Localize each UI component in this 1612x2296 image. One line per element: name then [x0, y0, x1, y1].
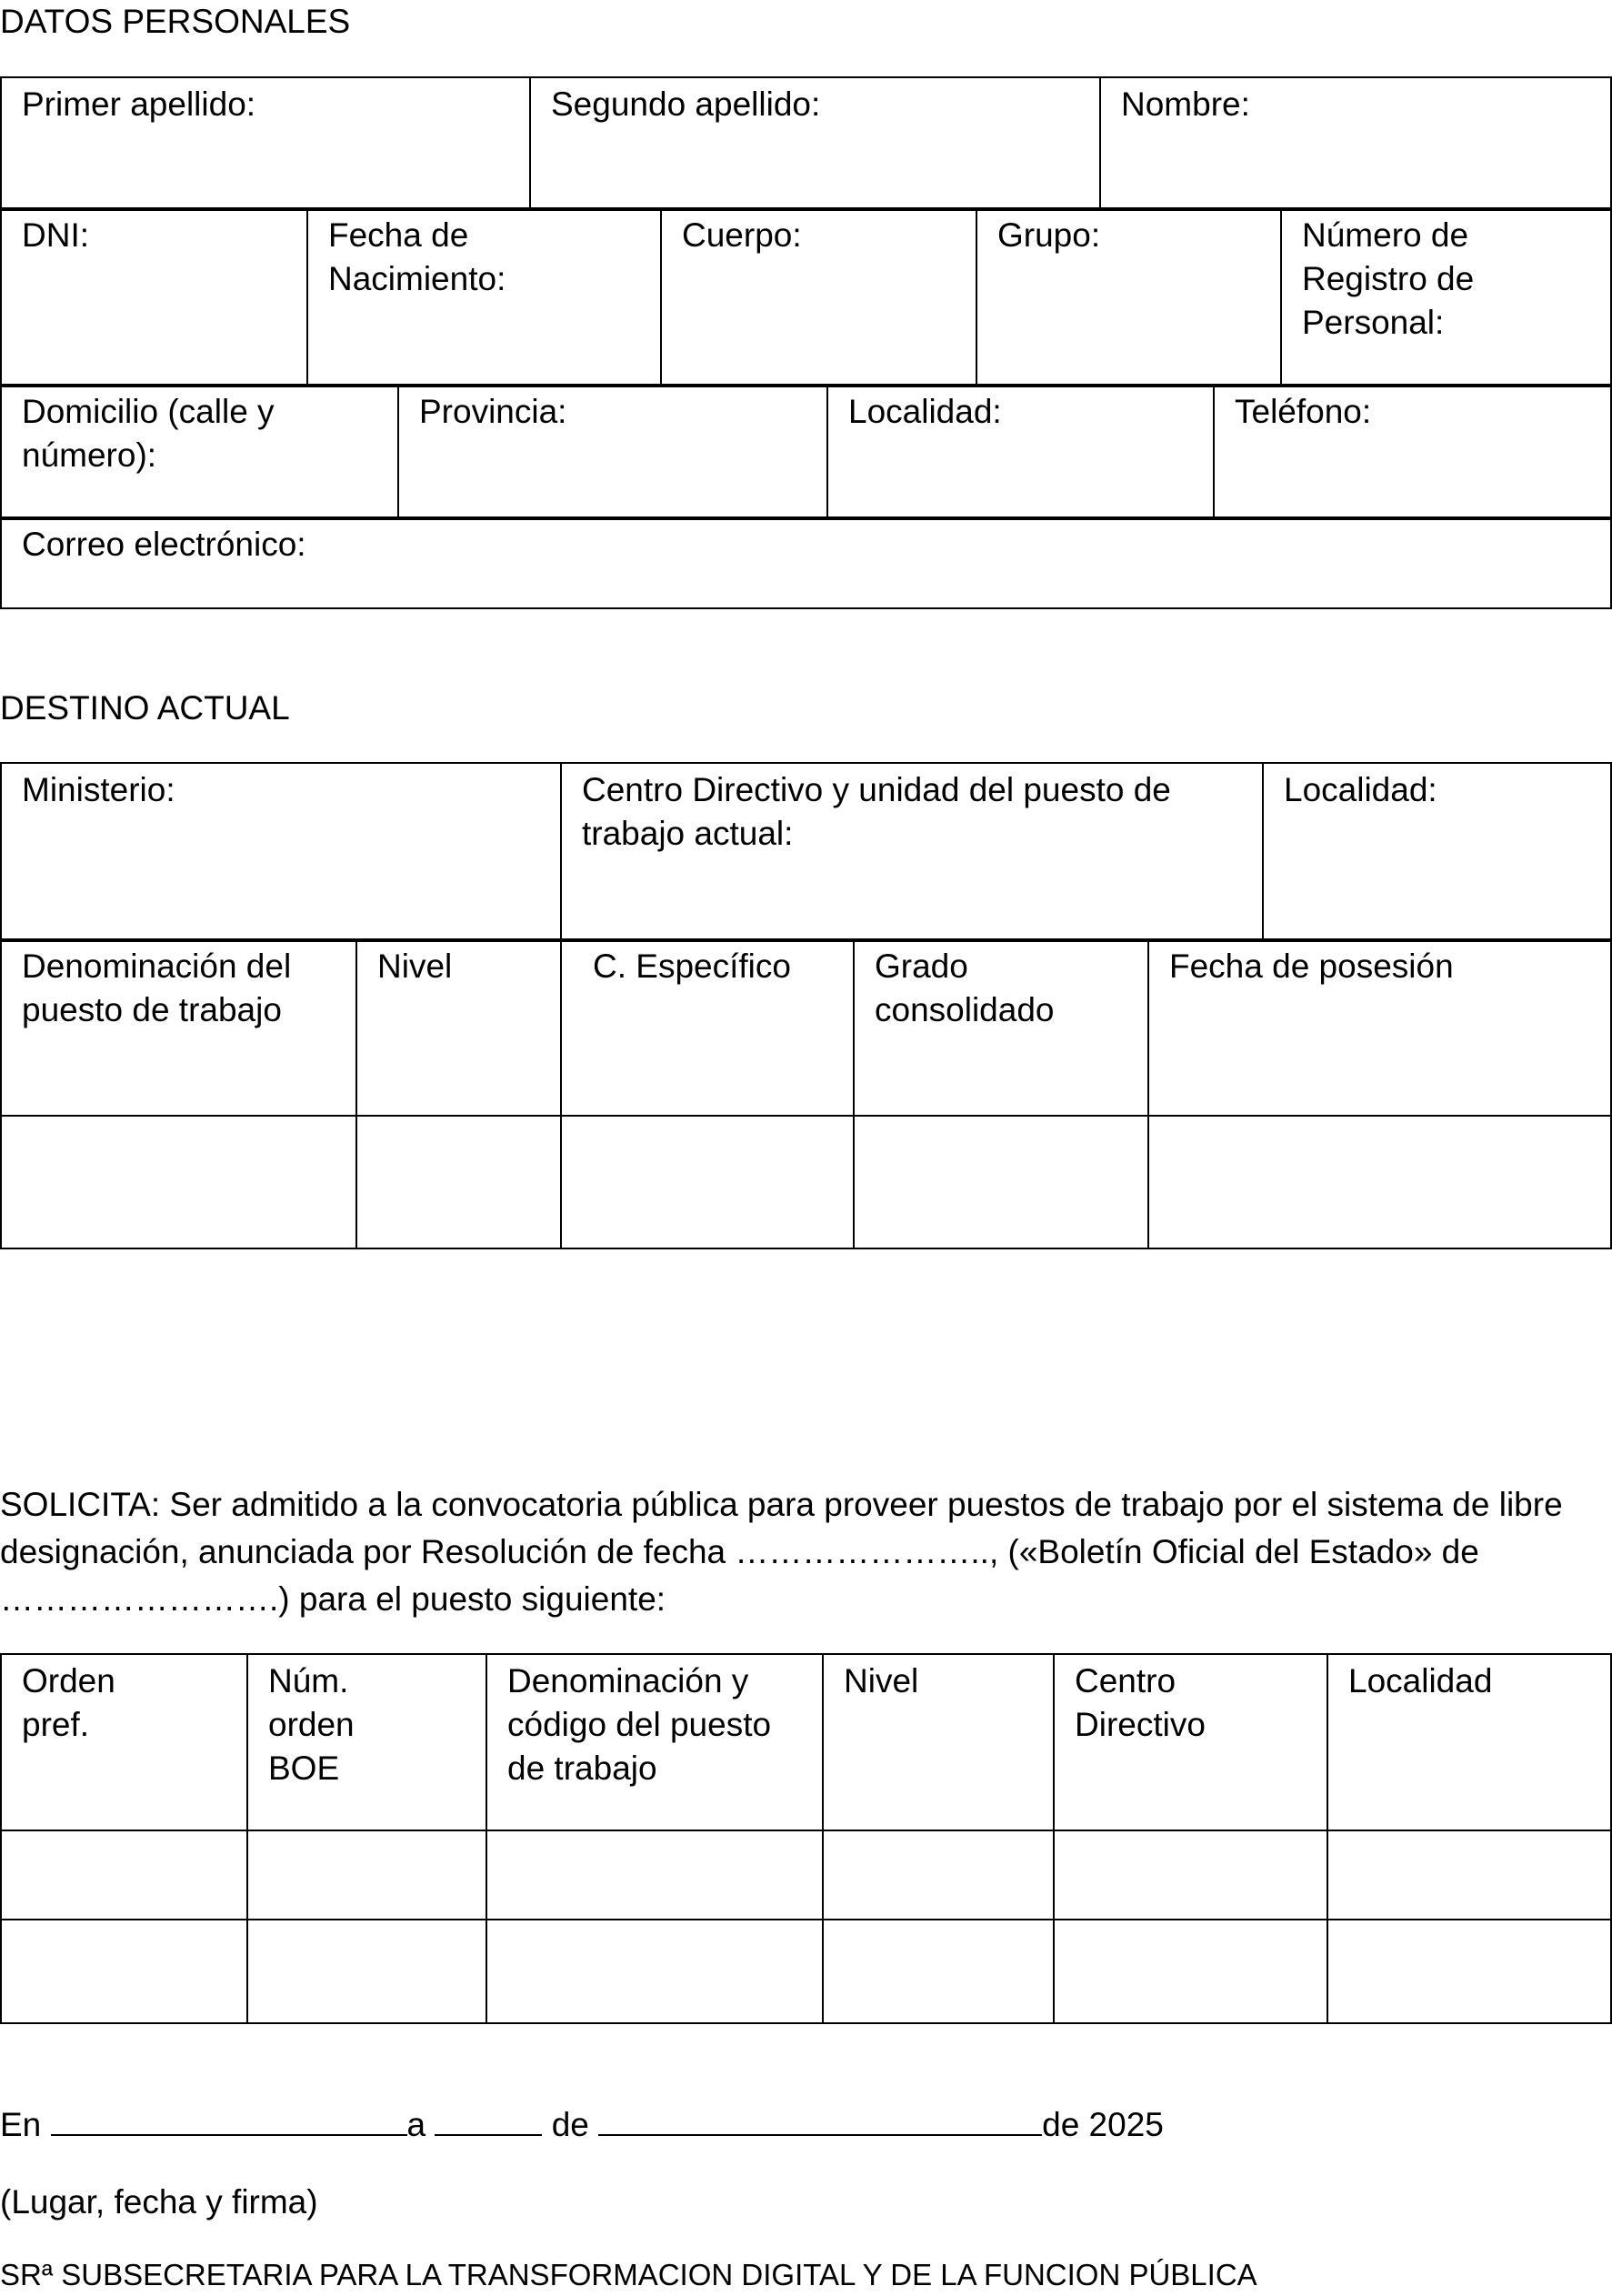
fecha-nacimiento-field[interactable] [307, 208, 661, 386]
posesion-input[interactable] [1148, 1116, 1611, 1248]
domicilio-field[interactable] [1, 385, 398, 519]
orden-pref-label: Orden pref. [22, 1662, 115, 1743]
orden-pref-cell[interactable] [1, 1830, 247, 1920]
num-orden-label: Núm. orden BOE [268, 1662, 355, 1787]
lugar-fecha-firma: (Lugar, fecha y firma) [0, 2183, 318, 2221]
denominacion-input[interactable] [1, 1116, 356, 1248]
en-label: En [0, 2106, 42, 2143]
orden-pref-cell[interactable] [1, 1920, 247, 2023]
fecha-nacimiento-label: Fecha de Nacimiento: [328, 216, 506, 297]
table-row [1, 1920, 1611, 2023]
solicita-paragraph: SOLICITA: Ser admitido a la convocatoria pública para proveer puestos de trabajo por el sistema de libre designación, anunciada por Resolución de fecha ………………….., («Boletín Oficial del Estado» de …………………….) para el puesto siguiente: [0, 1486, 1563, 1618]
nrp-field[interactable] [1281, 208, 1611, 386]
primer-apellido-field[interactable]: Primer apellido: [1, 77, 530, 210]
lugar-blank[interactable] [51, 2103, 407, 2136]
section-heading-destino: DESTINO ACTUAL [0, 689, 290, 727]
recipient-line: SRª SUBSECRETARIA PARA LA TRANSFORMACION DIGITAL Y DE LA FUNCION PÚBLICA [0, 2258, 1257, 2291]
num-orden-cell[interactable] [247, 1920, 486, 2023]
de-label: de [551, 2106, 589, 2143]
num-orden-header [247, 1654, 486, 1830]
denominacion-codigo-label: Denominación y código del puesto de trabajo [507, 1662, 772, 1787]
grado-label: Grado consolidado [875, 947, 1055, 1028]
cuerpo-field[interactable]: Cuerpo: [661, 208, 976, 386]
dni-field[interactable]: DNI: [1, 208, 307, 386]
denominacion-header [1, 939, 356, 1116]
denominacion-codigo-cell[interactable] [486, 1830, 823, 1920]
especifico-input[interactable] [561, 1116, 854, 1248]
section-heading-personal: DATOS PERSONALES [0, 3, 351, 40]
num-orden-cell[interactable] [247, 1830, 486, 1920]
centro-directivo-label: Centro Directivo [1075, 1662, 1206, 1743]
dia-blank[interactable] [435, 2103, 542, 2136]
nombre-field[interactable]: Nombre: [1100, 77, 1611, 210]
signature-line [0, 2102, 1164, 2148]
personal-table-row3 [0, 384, 1612, 520]
nivel-input[interactable] [356, 1116, 561, 1248]
mes-blank[interactable] [598, 2103, 1042, 2136]
denominacion-codigo-cell[interactable] [486, 1920, 823, 2023]
nivel-header: Nivel [356, 939, 561, 1116]
centro-directivo-cell[interactable] [1054, 1920, 1327, 2023]
orden-pref-header [1, 1654, 247, 1830]
grupo-field[interactable]: Grupo: [976, 208, 1281, 386]
provincia-field[interactable]: Provincia: [398, 385, 827, 519]
puesto-localidad-cell[interactable] [1327, 1920, 1611, 2023]
telefono-field[interactable]: Teléfono: [1214, 385, 1611, 519]
personal-table-row4 [0, 516, 1612, 609]
puesto-nivel-cell[interactable] [823, 1920, 1054, 2023]
destino-table-puesto [0, 938, 1612, 1249]
anio-label: de 2025 [1042, 2106, 1164, 2143]
denominacion-codigo-header [486, 1654, 823, 1830]
puesto-nivel-cell[interactable] [823, 1830, 1054, 1920]
segundo-apellido-field[interactable]: Segundo apellido: [530, 77, 1100, 210]
denominacion-label: Denominación del puesto de trabajo [22, 947, 292, 1028]
centro-directivo-field[interactable]: Centro Directivo y unidad del puesto de trabajo actual: [561, 763, 1263, 941]
grado-input[interactable] [854, 1116, 1148, 1248]
ministerio-field[interactable]: Ministerio: [1, 763, 561, 941]
puesto-localidad-header: Localidad [1327, 1654, 1611, 1830]
nrp-label: Número de Registro de Personal: [1302, 216, 1475, 341]
table-row [1, 1830, 1611, 1920]
centro-directivo-cell[interactable] [1054, 1830, 1327, 1920]
personal-table-row1 [0, 76, 1612, 211]
puestos-table [0, 1653, 1612, 2024]
puesto-nivel-header: Nivel [823, 1654, 1054, 1830]
a-label: a [406, 2106, 426, 2143]
grado-header [854, 939, 1148, 1116]
personal-table-row2 [0, 207, 1612, 387]
destino-localidad-field[interactable]: Localidad: [1263, 763, 1611, 941]
centro-directivo-header [1054, 1654, 1327, 1830]
correo-field[interactable]: Correo electrónico: [1, 517, 1611, 608]
puesto-localidad-cell[interactable] [1327, 1830, 1611, 1920]
localidad-field[interactable]: Localidad: [827, 385, 1214, 519]
destino-table-row1 [0, 762, 1612, 942]
especifico-header: C. Específico [561, 939, 854, 1116]
domicilio-label: Domicilio (calle y número): [22, 393, 275, 474]
posesion-header: Fecha de posesión [1148, 939, 1611, 1116]
